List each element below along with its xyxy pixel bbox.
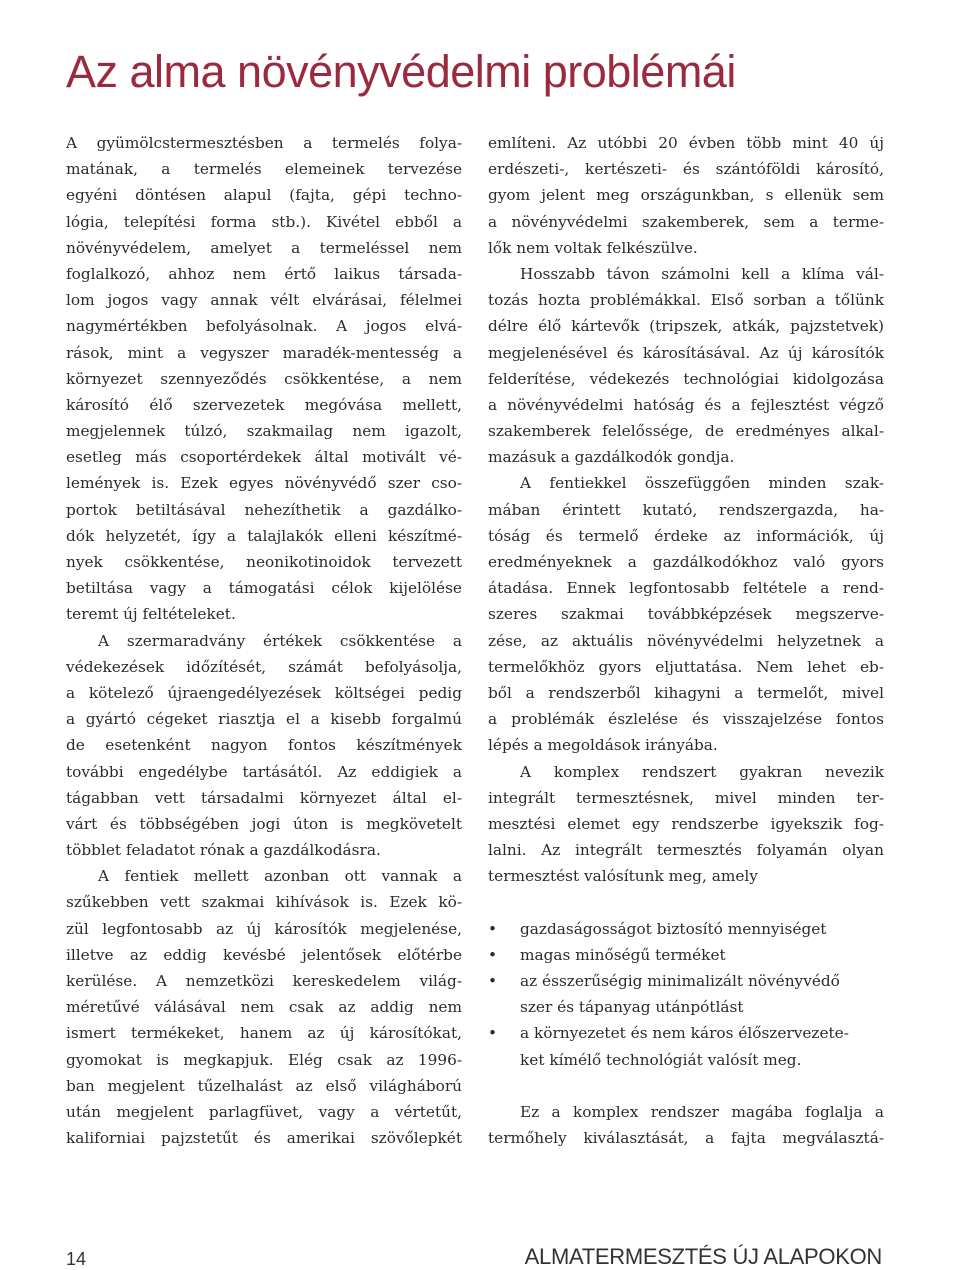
text-line: szakemberek felelőssége, de eredményes alkal- — [488, 422, 884, 441]
text-line: dók helyzetét, így a talajlakók elleni készítmé- — [66, 526, 462, 545]
text-line: portok betiltásával nehezíthetik a gazdálko- — [66, 500, 462, 519]
page-title: Az alma növényvédelmi problémái — [66, 46, 736, 97]
text-line: termesztést valósítunk meg, amely — [488, 867, 758, 886]
text-line: tozás hozta problémákkal. Első sorban a tőlünk — [488, 291, 884, 310]
text-line: gyom jelent meg országunkban, s ellenük sem — [488, 186, 884, 205]
text-line: teremt új feltételeket. — [66, 605, 236, 624]
text-line: eredményeknek a gazdálkodókhoz való gyors — [488, 553, 884, 571]
bullet-item-line — [488, 942, 884, 968]
text-line: a problémák észlelése és visszajelzése fontos — [488, 710, 884, 729]
paragraph-first-line: A szermaradvány értékek csökkentése a — [98, 631, 462, 650]
bullet-item-line — [488, 916, 884, 942]
bullet-item-line — [488, 1020, 884, 1046]
text-line: gyomokat is megkapjuk. Elég csak az 1996- — [66, 1050, 462, 1069]
text-line: termőhely kiválasztását, a fajta megválasztá- — [488, 1129, 884, 1148]
text-line: tóság és termelő érdeke az információk, új — [488, 526, 884, 545]
text-line: növényvédelem, amelyet a termeléssel nem — [66, 238, 462, 257]
bullet-text: a környezetet és nem káros élőszervezete- — [520, 1024, 849, 1043]
text-line: lógia, telepítési forma stb.). Kivétel ebből a — [66, 212, 462, 231]
text-line: további engedélybe tartásától. Az eddigiek a — [66, 762, 462, 781]
bullet-text: gazdaságosságot biztosító mennyiséget — [520, 919, 827, 938]
text-line: után megjelent parlagfüvet, vagy a vértetűt, — [66, 1102, 462, 1121]
text-line: nyek csökkentése, neonikotinoidok tervezett — [66, 553, 462, 571]
text-line: lom jogos vagy annak vélt elvárásai, félelmei — [66, 291, 462, 310]
text-line: termelőkhöz gyors eljuttatása. Nem lehet eb- — [488, 657, 884, 676]
left-text-column — [66, 130, 462, 1151]
text-line: lalni. Az integrált termesztés folyamán olyan — [488, 841, 884, 860]
text-line: szűkebben vett szakmai kihívások is. Ezek kö- — [66, 893, 462, 912]
text-line: mában érintett kutató, rendszergazda, ha- — [488, 500, 884, 519]
text-line: ban megjelent tűzelhalást az első világháború — [66, 1076, 462, 1095]
bullet-marker: • — [488, 945, 498, 964]
bullet-continuation-line — [488, 1047, 884, 1073]
text-line: esetleg más csoportérdekek által motivált vé- — [66, 448, 462, 467]
bullet-text: ket kímélő technológiát valósít meg. — [520, 1050, 802, 1069]
text-line: matának, a termelés elemeinek tervezése — [66, 160, 462, 179]
text-line: betiltása vagy a támogatási célok kijelölése — [66, 579, 462, 598]
text-line: károsító élő szervezetek megóvása mellett, — [66, 395, 462, 414]
bullet-text: szer és tápanyag utánpótlást — [520, 998, 744, 1017]
text-line: megjelenésével és károsításával. Az új károsítók — [488, 343, 884, 362]
paragraph-first-line: Ez a komplex rendszer magába foglalja a — [520, 1102, 884, 1121]
text-line: lépés a megoldások irányába. — [488, 736, 718, 755]
text-line: lemények is. Ezek egyes növényvédő szer cso- — [66, 474, 462, 493]
text-line: mesztési elemet egy rendszerbe igyekszik fog- — [488, 814, 884, 833]
bullet-text: magas minőségű terméket — [520, 945, 726, 964]
text-line: megjelennek túlzó, szakmailag nem igazolt, — [66, 422, 462, 441]
text-line: várt és többségében jogi úton is megkövetelt — [66, 814, 462, 833]
text-line: a kötelező újraengedélyezések költségei pedig — [66, 683, 462, 702]
text-line: átadása. Ennek legfontosabb feltétele a rend- — [488, 579, 884, 598]
text-line: többlet feladatot rónak a gazdálkodásra. — [66, 841, 381, 860]
text-line: foglalkozó, ahhoz nem értő laikus társada- — [66, 264, 462, 283]
text-line: ből a rendszerből kihagyni a termelőt, mivel — [488, 683, 884, 702]
text-line: kerülése. A nemzetközi kereskedelem világ- — [66, 972, 462, 990]
bullet-text: az ésszerűségig minimalizált növényvédő — [520, 972, 840, 990]
bullet-marker: • — [488, 1024, 498, 1043]
text-line: felderítése, védekezés technológiai kidolgozása — [488, 369, 884, 388]
text-line: egyéni döntésen alapul (fajta, gépi techno- — [66, 186, 462, 205]
text-line: a növényvédelmi hatóság és a fejlesztést végző — [488, 395, 884, 414]
text-line: A gyümölcstermesztésben a termelés folya- — [66, 134, 462, 152]
right-text-column — [488, 130, 884, 1151]
text-line: mazásuk a gazdálkodók gondja. — [488, 448, 735, 467]
text-line: kaliforniai pajzstetűt és amerikai szövőlepkét — [66, 1129, 462, 1148]
text-line: ismert termékeket, hanem az új károsítókat, — [66, 1024, 462, 1043]
text-line: a növényvédelmi szakemberek, sem a terme- — [488, 212, 884, 231]
text-line: említeni. Az utóbbi 20 évben több mint 40 új — [488, 134, 884, 152]
text-line: délre élő kártevők (tripszek, atkák, pajzstetvek) — [488, 317, 884, 336]
text-line: méretűvé válásával nem csak az addig nem — [66, 998, 462, 1017]
text-line: a gyártó cégeket riasztja el a kisebb forgalmú — [66, 710, 462, 729]
text-line: de esetenként nagyon fontos készítmények — [66, 736, 462, 755]
paragraph-first-line: A fentiekkel összefüggően minden szak- — [520, 474, 884, 493]
text-line: zül legfontosabb az új károsítók megjelenése, — [66, 919, 462, 938]
text-line: szeres szakmai továbbképzések megszerve- — [488, 605, 884, 624]
paragraph-first-line: A fentiek mellett azonban ott vannak a — [98, 867, 462, 886]
text-line: integrált termesztésnek, mivel minden ter- — [488, 788, 884, 807]
text-line: illetve az eddig kevésbé jelentősek előtérbe — [66, 945, 462, 964]
text-line: rások, mint a vegyszer maradék-mentesség a — [66, 343, 462, 362]
paragraph-first-line: A komplex rendszert gyakran nevezik — [520, 762, 884, 781]
page-number: 14 — [66, 1249, 87, 1269]
bullet-marker: • — [488, 972, 498, 990]
paragraph-first-line: Hosszabb távon számolni kell a klíma vál- — [520, 264, 884, 283]
bullet-marker: • — [488, 919, 498, 938]
text-line: erdészeti-, kertészeti- és szántóföldi károsító, — [488, 160, 884, 179]
text-line: zése, az aktuális növényvédelmi helyzetnek a — [488, 631, 884, 650]
text-line: környezet szennyeződés csökkentése, a nem — [66, 369, 462, 388]
blank-line — [488, 1073, 884, 1099]
blank-line — [488, 889, 884, 915]
running-title: ALMATERMESZTÉS ÚJ ALAPOKON — [524, 1244, 882, 1269]
text-line: nagymértékben befolyásolnak. A jogos elvá- — [66, 317, 462, 336]
text-line: tágabban vett társadalmi környezet által el- — [66, 788, 462, 807]
text-line: védekezések időzítését, számát befolyásolja, — [66, 657, 462, 676]
bullet-item-line — [488, 968, 884, 994]
bullet-continuation-line — [488, 994, 884, 1020]
text-line: lők nem voltak felkészülve. — [488, 238, 698, 257]
